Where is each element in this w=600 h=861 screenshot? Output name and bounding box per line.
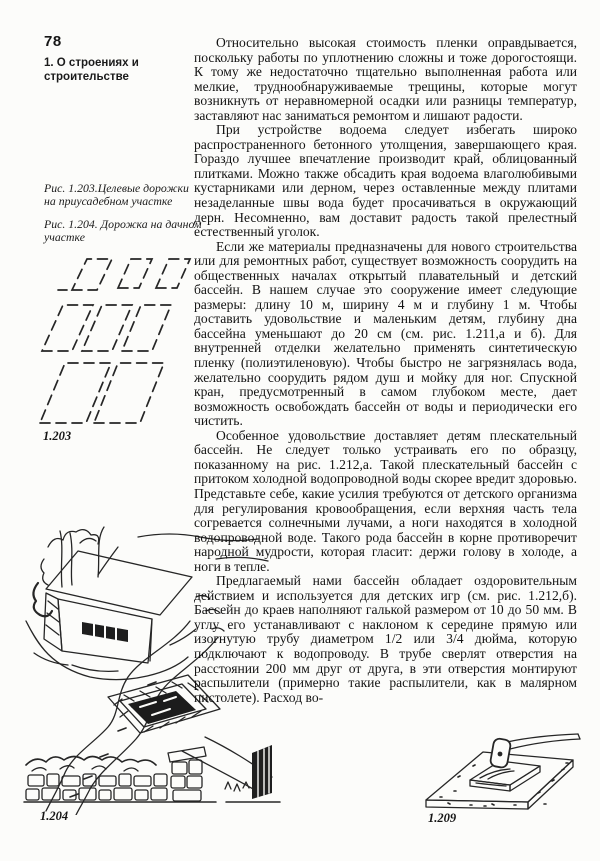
figure-1209: [418, 733, 588, 813]
body-text: [194, 36, 577, 752]
paragraph: Предлагаемый нами бассейн обладает оздоровительным действием и используется для детских игр (см. рис. 1.212,б). Бассейн до краев наполняют галькой размером от 10 до 50 мм. В углу его устанавливают с наклоном к середине прямую или изогнутую трубу диаметром 1/2 или 3/4 дюйма, которую подключают к водопроводу. В трубе сверлят отверстия на расстоянии 200 мм друг от друга, в эти отверстия монтируют распылители (примерно такие распылители, как в малярном пистолете). Расход во-: [194, 573, 577, 705]
figure-label-1204: 1.204: [40, 809, 69, 823]
paragraph: Если же материалы предназначены для нового строительства или для ремонтных работ, существует возможность соорудить на общественных началах открытый плавательный и детский бассейн. В нашем случае это сооружение имеет следующие размеры: длину 10 м, ширину 4 м и глубину 1 м. Чтобы доставить удовольствие и маленьким детям, глубину дна бассейна уменьшают до 20 см (см. рис. 1.211,а и б). Для внутренней отделки желательно применять синтетическую пленку (полиэтиленовую). Чтобы быстро не загрязнялась вода, желательно соорудить рядом душ и мойку для ног. Спускной кран, предусмотренный в самом глубоком месте, дает возможность освобождать бассейн от воды и периодически его чистить.: [194, 238, 577, 429]
paragraph: Относительно высокая стоимость пленки оправдывается, поскольку работы по уплотнению сложны и тоже дорогостоящи. К тому же недостаточно тщательно выполненная работа или мелкие, труднообнаруживаемые трещины, которые могут возникнуть от неравномерной осадки или разницы температур, заставляют нас заниматься ремонтом и лишают радости.: [194, 36, 577, 123]
figure-1203: [30, 254, 200, 432]
figure-caption-1203: Рис. 1.203.Целевые дорожки на приусадебном участке: [44, 181, 189, 209]
paragraph: Особенное удовольствие доставляет детям плескательный бассейн. Не следует только устраивать его по образцу, показанному на рис. 1.212,а. Такой плескательный бассейн с притоком холодной водопроводной воды скорее вредит здоровью. Представьте себе, какие усилия требуются от детского организма для регулирования кровообращения, если верхняя часть тела согревается солнечными лучами, а ноги находятся в холодной водопроводной воде. Такого рода бассейн в корне противоречит народной мудрости, которая гласит: держи голову в холоде, а ноги в тепле.: [194, 427, 577, 574]
paving-tiles-sketch: [30, 254, 200, 432]
figure-caption-1204: Рис. 1.204. Дорожка на дачном участке: [44, 217, 202, 245]
hammer-slab-sketch: [418, 733, 588, 813]
figure-label-1209: 1.209: [428, 811, 457, 825]
figure-label-1203: 1.203: [43, 429, 72, 443]
paragraph: При устройстве водоема следует избегать широко распространенного бетонного утолщения, завершающего края. Гораздо лучшее впечатление производит край, облицованный плитками. Можно также обсадить края водоема влаголюбивыми кустарниками или дерном, через оставленные между плитами незаделанные швы вода будет просачиваться в окружающий дерн. Несомненно, вам доставит радость такой прелестный естественный уголок.: [194, 122, 577, 240]
section-header: 1. О строениях и строительстве: [44, 57, 139, 83]
page-number: 78: [44, 33, 62, 50]
